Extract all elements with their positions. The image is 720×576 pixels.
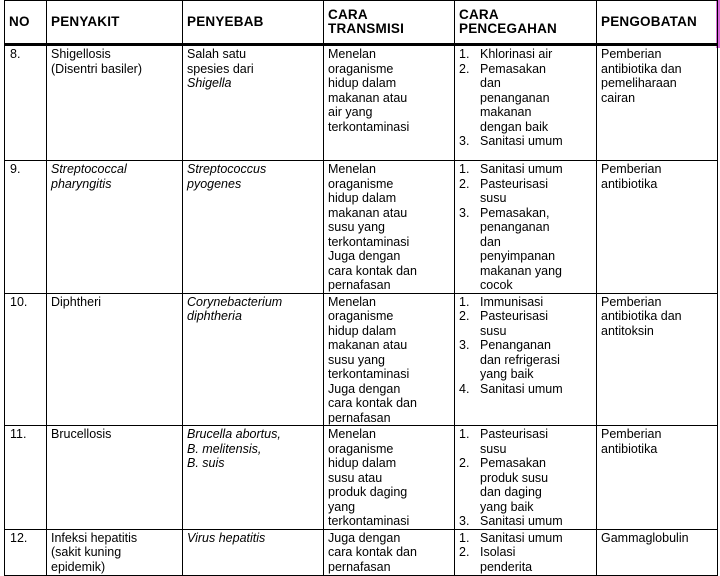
prevention-item [459, 177, 594, 206]
disease-cause [183, 293, 324, 426]
prevention-number: 1. [459, 294, 470, 309]
prevention-text: Immunisasi [480, 294, 544, 309]
prevention-number: 2. [459, 309, 470, 323]
row-number: 9. [5, 161, 47, 294]
prevention-number: 2. [459, 456, 470, 470]
prevention-text: Sanitasi umum [480, 162, 563, 176]
treatment [597, 293, 718, 426]
cell-line: oraganisme [328, 441, 394, 456]
prevention-text: dan daging [480, 485, 542, 499]
cell-line: produk daging [328, 485, 408, 499]
prevention-text: produk susu [480, 470, 549, 485]
row-number: 10. [5, 293, 47, 426]
prevention-number: 4. [459, 381, 470, 396]
cell-line: hidup dalam [328, 323, 397, 338]
prevention-list [459, 295, 594, 397]
prevention-item [459, 514, 594, 529]
prevention-list [459, 47, 594, 149]
prevention-item [459, 427, 594, 456]
cell-line: pernafasan [328, 410, 391, 425]
prevention-text: susu [480, 323, 507, 338]
prevention-text: Pasteurisasi [480, 427, 549, 441]
cell-line: pernafasan [328, 559, 391, 574]
prevention-text: Khlorinasi air [480, 47, 553, 61]
prevention-item [459, 62, 594, 135]
cell-line: pemeliharaan [601, 76, 677, 90]
cell-line: pharyngitis [51, 176, 112, 191]
cell-line: B. melitensis, [187, 441, 262, 456]
prevention-number: 3. [459, 514, 470, 528]
prevention-item [459, 206, 594, 293]
transmission-method [324, 293, 455, 426]
prevention-number: 3. [459, 205, 470, 220]
treatment [597, 45, 718, 161]
cell-line: Menelan [328, 294, 376, 309]
cell-line: hidup dalam [328, 76, 397, 90]
disease-table [4, 0, 718, 576]
prevention-list [459, 531, 594, 575]
cell-line: antibiotika dan [601, 61, 682, 76]
cell-line: Brucella abortus, [187, 427, 281, 441]
prevention-text: Pemasakan, [480, 205, 550, 220]
cell-line: Streptococcal [51, 162, 127, 176]
cell-line: Corynebacterium [187, 294, 283, 309]
table-row [5, 426, 718, 530]
prevention-text: Penanganan [480, 338, 551, 352]
cell-line: makanan atau [328, 205, 408, 220]
prevention-text: dan [480, 234, 501, 249]
prevention-text: penyimpanan [480, 249, 556, 263]
cell-line: oraganisme [328, 61, 394, 76]
prevention-number: 1. [459, 162, 470, 176]
cell-line: Streptococcus [187, 162, 267, 176]
prevention-method [455, 293, 597, 426]
transmission-method [324, 529, 455, 575]
header-pencegahan-line: CARA [459, 7, 499, 22]
transmission-method [324, 45, 455, 161]
prevention-item [459, 531, 594, 546]
prevention-text: Pemasakan [480, 456, 547, 470]
prevention-text: susu [480, 191, 507, 205]
prevention-item [459, 545, 594, 574]
table-body [5, 45, 718, 576]
cell-line: (Disentri basiler) [51, 61, 142, 76]
prevention-text: yang baik [480, 499, 534, 514]
cell-line: air yang [328, 105, 373, 119]
transmission-method [324, 426, 455, 530]
header-pencegahan [455, 1, 597, 45]
prevention-text: Sanitasi umum [480, 514, 563, 528]
cell-line: Juga dengan [328, 249, 401, 263]
prevention-text: Sanitasi umum [480, 134, 563, 148]
cell-line: hidup dalam [328, 191, 397, 205]
prevention-text: Pasteurisasi [480, 176, 549, 191]
cell-line: susu atau [328, 470, 383, 485]
cell-line: Salah satu [187, 47, 247, 61]
prevention-item [459, 338, 594, 382]
prevention-item [459, 134, 594, 149]
disease-name [47, 293, 183, 426]
cell-line: Infeksi hepatitis [51, 530, 138, 545]
header-pengobatan: PENGOBATAN [597, 1, 718, 45]
cell-line: susu yang [328, 352, 385, 367]
cell-line: Juga dengan [328, 530, 401, 545]
prevention-text: makanan yang [480, 263, 563, 278]
disease-name [47, 45, 183, 161]
cell-line: Menelan [328, 427, 376, 441]
prevention-text: Pemasakan [480, 61, 547, 76]
prevention-item [459, 309, 594, 338]
prevention-text: susu [480, 441, 507, 456]
cell-line: Pemberian [601, 47, 662, 61]
cell-line: diphtheria [187, 309, 242, 323]
prevention-method [455, 161, 597, 294]
prevention-text: makanan [480, 105, 532, 119]
prevention-text: Isolasi [480, 545, 516, 559]
cell-line: antitoksin [601, 323, 654, 338]
prevention-text: Sanitasi umum [480, 381, 563, 396]
prevention-list [459, 162, 594, 293]
cell-line: (sakit kuning [51, 545, 122, 559]
prevention-item [459, 47, 594, 62]
row-number: 11. [5, 426, 47, 530]
prevention-number: 2. [459, 176, 470, 191]
prevention-text: dan refrigerasi [480, 352, 560, 367]
prevention-number: 1. [459, 427, 470, 441]
prevention-text: Pasteurisasi [480, 309, 549, 323]
disease-name [47, 529, 183, 575]
prevention-text: dan [480, 76, 501, 90]
header-penyebab: PENYEBAB [183, 1, 324, 45]
cell-line: terkontaminasi [328, 514, 410, 528]
disease-cause [183, 161, 324, 294]
prevention-text: cocok [480, 278, 513, 292]
row-number: 12. [5, 529, 47, 575]
cell-line: cara kontak dan [328, 396, 417, 410]
cell-line: pyogenes [187, 176, 242, 191]
prevention-number: 3. [459, 134, 470, 148]
header-transmisi-line: TRANSMISI [328, 21, 405, 36]
cell-line: susu yang [328, 220, 385, 234]
prevention-number: 1. [459, 47, 470, 61]
cell-line: B. suis [187, 456, 225, 470]
cell-line: Shigella [187, 76, 232, 90]
cell-line: antibiotika dan [601, 309, 682, 323]
prevention-number: 3. [459, 338, 470, 352]
cell-line: terkontaminasi [328, 367, 410, 381]
prevention-list [459, 427, 594, 529]
cell-line: yang [328, 499, 356, 514]
cell-line: terkontaminasi [328, 119, 410, 134]
table-row [5, 529, 718, 575]
table-header [5, 1, 718, 45]
cell-line: Virus hepatitis [187, 530, 266, 545]
prevention-item [459, 295, 594, 310]
transmission-method [324, 161, 455, 294]
prevention-text: penanganan [480, 90, 550, 105]
prevention-text: dengan baik [480, 119, 549, 134]
cell-line: oraganisme [328, 309, 394, 323]
table-row [5, 45, 718, 161]
row-number: 8. [5, 45, 47, 161]
prevention-method [455, 45, 597, 161]
cell-line: Pemberian [601, 162, 662, 176]
cell-line: Shigellosis [51, 47, 111, 61]
cell-line: cairan [601, 90, 636, 105]
cell-line: cara kontak dan [328, 263, 417, 278]
prevention-number: 2. [459, 545, 470, 559]
prevention-text: penanganan [480, 220, 550, 234]
cell-line: Brucellosis [51, 427, 112, 441]
header-transmisi [324, 1, 455, 45]
header-pencegahan-line: PENCEGAHAN [459, 21, 558, 36]
prevention-text: Sanitasi umum [480, 530, 563, 545]
cell-line: epidemik) [51, 559, 106, 574]
cell-line: Menelan [328, 162, 376, 176]
cell-line: Juga dengan [328, 381, 401, 396]
cell-line: pernafasan [328, 278, 391, 292]
cell-line: Diphtheri [51, 294, 102, 309]
prevention-number: 1. [459, 530, 470, 545]
prevention-text: penderita [480, 559, 533, 574]
disease-cause [183, 426, 324, 530]
prevention-number: 2. [459, 61, 470, 76]
cell-line: cara kontak dan [328, 545, 417, 559]
header-transmisi-line: CARA [328, 7, 368, 22]
prevention-method [455, 426, 597, 530]
disease-cause [183, 45, 324, 161]
cell-line: antibiotika [601, 441, 658, 456]
cell-line: Pemberian [601, 427, 662, 441]
prevention-item [459, 382, 594, 397]
cell-line: antibiotika [601, 176, 658, 191]
disease-cause [183, 529, 324, 575]
prevention-item [459, 162, 594, 177]
treatment [597, 426, 718, 530]
cell-line: Pemberian [601, 294, 662, 309]
cell-line: makanan atau [328, 338, 408, 352]
header-penyakit: PENYAKIT [47, 1, 183, 45]
prevention-item [459, 456, 594, 514]
header-no: NO [5, 1, 47, 45]
cell-line: terkontaminasi [328, 234, 410, 249]
cell-line: Gammaglobulin [601, 530, 689, 545]
cell-line: makanan atau [328, 90, 408, 105]
treatment [597, 529, 718, 575]
cell-line: Menelan [328, 47, 376, 61]
table-row [5, 293, 718, 426]
cell-line: spesies dari [187, 61, 254, 76]
cell-line: hidup dalam [328, 456, 397, 470]
prevention-method [455, 529, 597, 575]
cell-line: oraganisme [328, 176, 394, 191]
prevention-text: yang baik [480, 367, 534, 381]
disease-name [47, 161, 183, 294]
table-row [5, 161, 718, 294]
treatment [597, 161, 718, 294]
disease-name [47, 426, 183, 530]
